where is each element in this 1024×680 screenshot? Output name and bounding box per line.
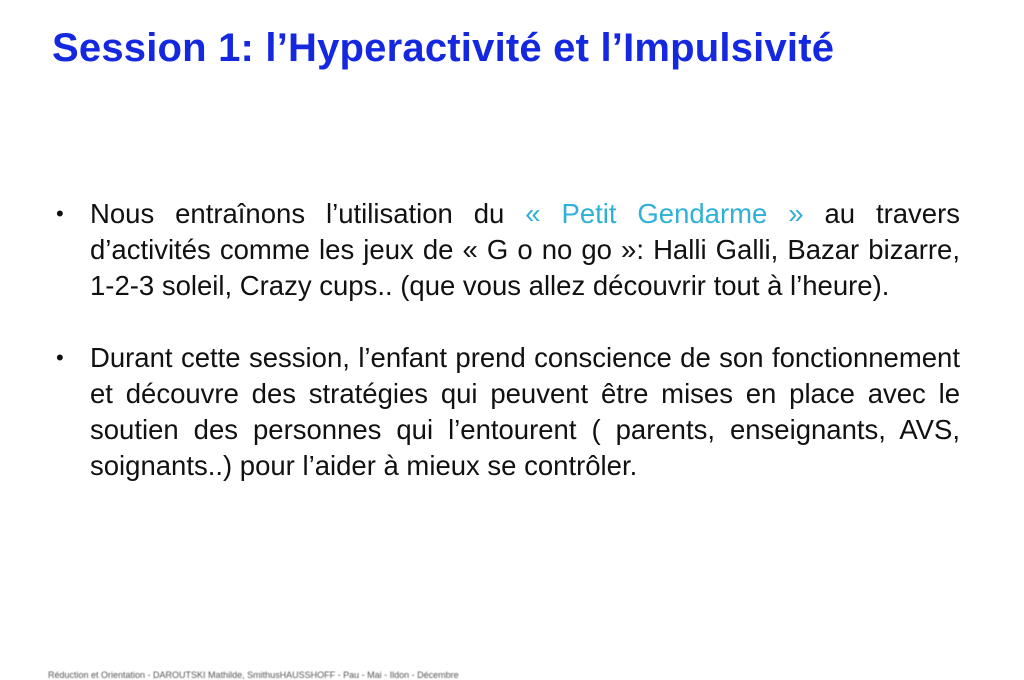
bullet-text-before: Nous entraînons l’utilisation du (90, 198, 526, 229)
bullet-text-after: au travers d’activités comme les jeux de « G o no go »: Halli Galli, Bazar bizarre, 1-2-3 soleil, Crazy cups.. (que vous allez découvrir tout à l’heure). (90, 198, 961, 301)
bullet-icon: • (56, 201, 64, 226)
slide-title: Session 1: l’Hyperactivité et l’Impulsivité (52, 26, 835, 70)
bullet-item-1 (56, 196, 960, 304)
bullet-text: Durant cette session, l’enfant prend conscience de son fonctionnement et découvre des stratégies qui peuvent être mises en place avec le soutien des personnes qui l’entourent ( parents, enseignants, AVS, soignants..) pour l’aider à mieux se contrôler. (90, 342, 960, 481)
bullet-list (56, 196, 960, 484)
highlighted-term: « Petit Gendarme » (525, 198, 804, 229)
bullet-icon: • (56, 345, 64, 370)
bullet-item-2 (56, 340, 960, 484)
slide-footer: Réduction et Orientation - DAROUTSKI Mathilde, SmithusHAUSSHOFF - Pau - Mai - Ildon - Décembre (48, 670, 459, 680)
